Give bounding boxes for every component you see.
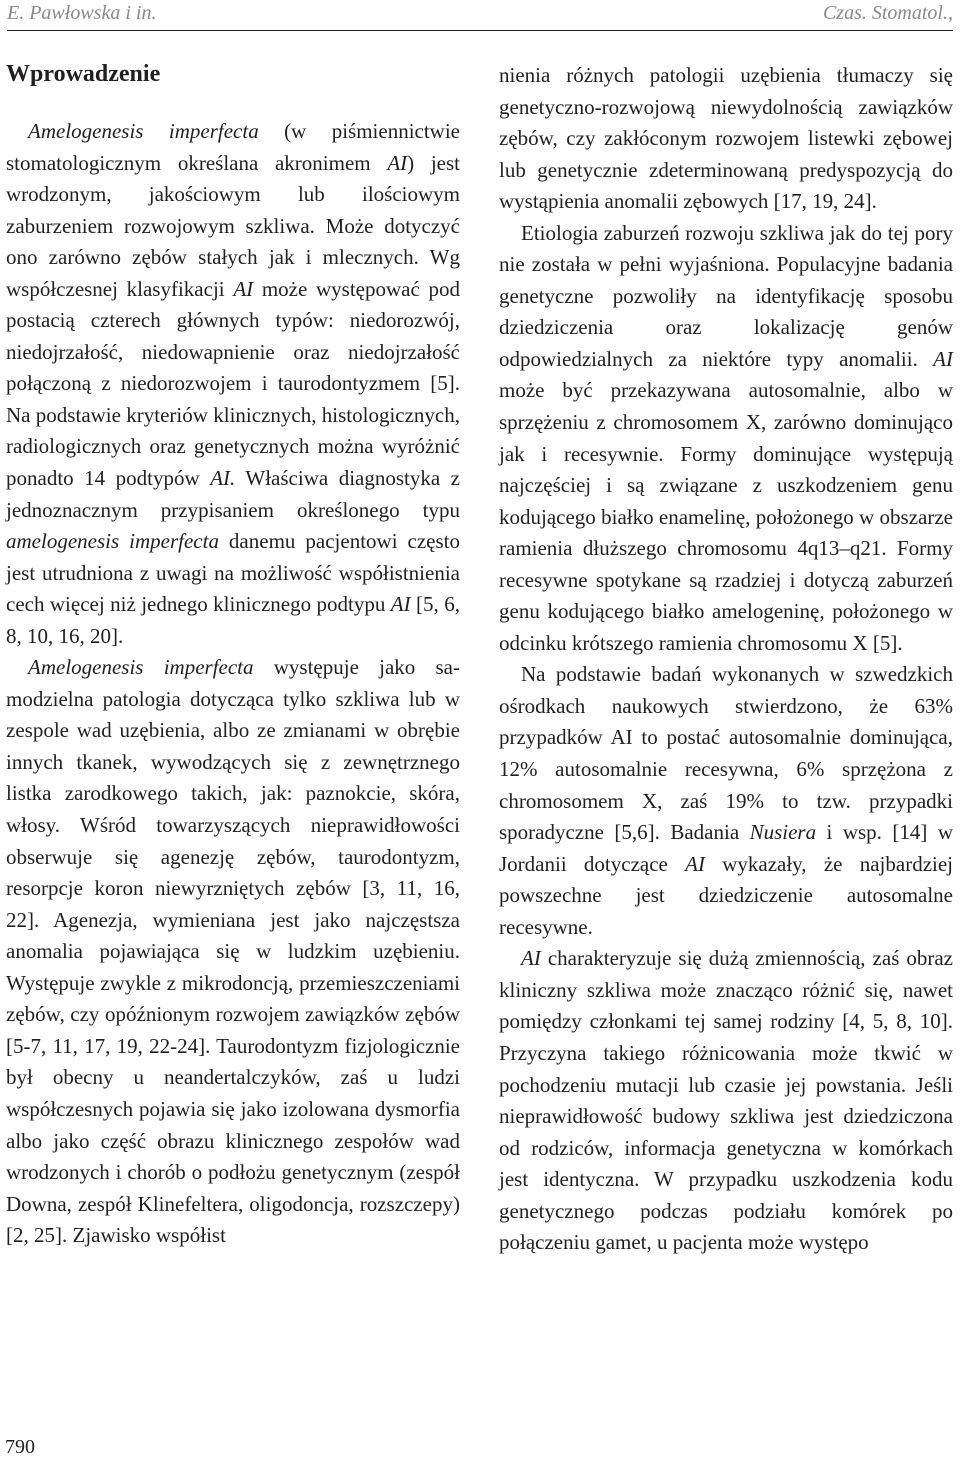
page-number: 790 <box>5 1436 35 1458</box>
text-run: ) jest wrodzonym, jakościowym lub ilościowym zaburzeniem rozwojowym szkliwa. Może dotyczyć ono zarówno zębów stałych jak i mlecznych. Wg współczesnej klasyfikacji <box>6 150 461 301</box>
italic-term: AI <box>521 946 541 971</box>
left-column <box>6 60 460 1252</box>
italic-term: Amelogenesis imperfecta <box>28 119 259 143</box>
text-run: Na podstawie badań wykonanych w szwedzkich ośrodkach naukowych stwierdzono, że 63% przypadków AI to postać autosomalnie dominująca, 12% autosomalnie recesywna, 6% sprzężona z chromosomem X, zaś 19% to tzw. przypadki sporadyczne [5,6]. Badania <box>499 662 953 845</box>
text-run: może występować pod postacią czterech głównych typów: niedorozwój, niedojrzałość, niedowapnienie oraz niedojrzałość połączoną z niedorozwojem i taurodontyzmem [5]. Na podstawie kryteriów klinicznych, histologicznych, radiologicznych oraz genetycznych można wyróżnić ponadto 14 podtypów <box>6 276 460 491</box>
italic-term: Nusiera <box>749 820 817 845</box>
italic-term: AI <box>933 346 953 371</box>
text-run: występuje jako samodzielna patologia dotycząca tylko szkliwa lub w zespole wad uzębienia, albo ze zmianami w obrębie innych tkanek, wywodzących się z zewnętrznego listka zarodkowego takich, jak: paznokcie, skóra, włosy. Wśród towarzyszących nieprawidłowości obserwuje się agenezję zębów, taurodontyzm, resorpcje koron niewyrzniętych zębów [3, 11, 16, 22]. Agenezja, wymieniana jest jako najczęstsza anomalia pojawiająca się w ludzkim uzębieniu. Występuje zwykle z mikrodoncją, przemieszczeniami zębów, czy opóźnionym rozwojem zawiązków zębów [5-7, 11, 17, 19, 22-24]. Taurodontyzm fizjologicznie był obecny u neandertalczyków, zaś u ludzi współczesnych pojawia się jako izolowana dysmorfia albo jako część obrazu klinicznego zespołów wad wrodzonych i chorób o podłożu genetycznym (zespół Downa, zespół Klinefeltera, oligodoncja, rozszczepy) [2, 25]. Zjawisko współist <box>6 655 461 1248</box>
paragraph <box>499 659 953 943</box>
italic-term: AI <box>233 276 254 301</box>
text-run: danemu pacjentowi często jest utrudniona z uwagi na możliwość współistnienia cech więcej niż jednego klinicznego podtypu <box>6 529 460 617</box>
running-head <box>7 0 953 31</box>
text-run: i wsp. [14] w Jordanii dotyczące <box>499 820 953 876</box>
italic-term: AI <box>387 150 408 175</box>
right-column <box>499 60 953 1259</box>
italic-term: Amelogenesis imperfecta <box>28 655 254 680</box>
text-run: może być przekazywana autosomalnie, albo w sprzężeniu z chromosomem X, zarówno dominująco jak i recesywnie. Formy dominujące występują najczęściej i są związane z uszkodzeniem genu kodującego białko enamelinę, położonego w obszarze ramienia dłuższego chromosomu 4q13–q21. Formy recesywne spotykane są rzadziej i dotyczą zaburzeń genu kodującego białko amelogeninę, położonego w odcinku krótszego ramienia chromosomu X [5]. <box>499 378 953 655</box>
italic-term: AI. <box>210 466 236 491</box>
text-run: wykazały, że najbardziej powszechne jest dziedziczenie autosomalne recesywne. <box>499 851 954 939</box>
text-run: nienia różnych patologii uzębienia tłumaczy się genetyczno-rozwojową niewydolnością zawiązków zębów, czy zakłóconym rozwojem listewki zębowej lub genetycznie zdeterminowaną predyspozycją do wystąpienia anomalii zębowych [17, 19, 24]. <box>499 63 953 214</box>
paragraph <box>6 116 460 652</box>
italic-term: AI <box>685 851 705 876</box>
text-run: (w piśmiennictwie stomatologicznym określana akronimem <box>6 119 461 175</box>
text-run: Właściwa diagnostyka z jednoznacznym przypisaniem określonego typu <box>6 466 461 522</box>
italic-term: AI <box>390 592 411 617</box>
italic-term: amelogenesis imperfecta <box>6 529 219 554</box>
paragraph <box>499 943 953 1258</box>
header-journal: Czas. Stomatol., <box>822 2 953 24</box>
paragraph <box>499 218 953 660</box>
paragraph <box>6 652 460 1251</box>
section-heading: Wprowadzenie <box>6 61 161 87</box>
text-run: charakteryzuje się dużą zmiennością, zaś obraz kliniczny szkliwa może znacząco różnić się, nawet pomiędzy członkami tej samej rodziny [4, 5, 8, 10]. Przyczyna takiego różnicowania może tkwić w pochodzeniu mutacji lub czasie jej powstania. Jeśli nieprawidłowość budowy szkliwa jest dziedziczona od rodziców, informacja genetyczna w komórkach jest identyczna. W przypadku uszkodzenia kodu genetycznego podczas podziału komórek po połączeniu gamet, u pacjenta może występo <box>499 946 953 1255</box>
text-run: [5, 6, 8, 10, 16, 20]. <box>6 592 460 648</box>
paragraph-continuation <box>499 60 953 218</box>
text-run: Etiologia zaburzeń rozwoju szkliwa jak do tej pory nie została w pełni wyjaśniona. Populacyjne badania genetyczne pozwoliły na identyfikację sposobu dziedziczenia oraz lokalizację genów odpowiedzialnych za niektóre typy anomalii. <box>499 220 953 371</box>
header-authors: E. Pawłowska i in. <box>7 2 157 24</box>
